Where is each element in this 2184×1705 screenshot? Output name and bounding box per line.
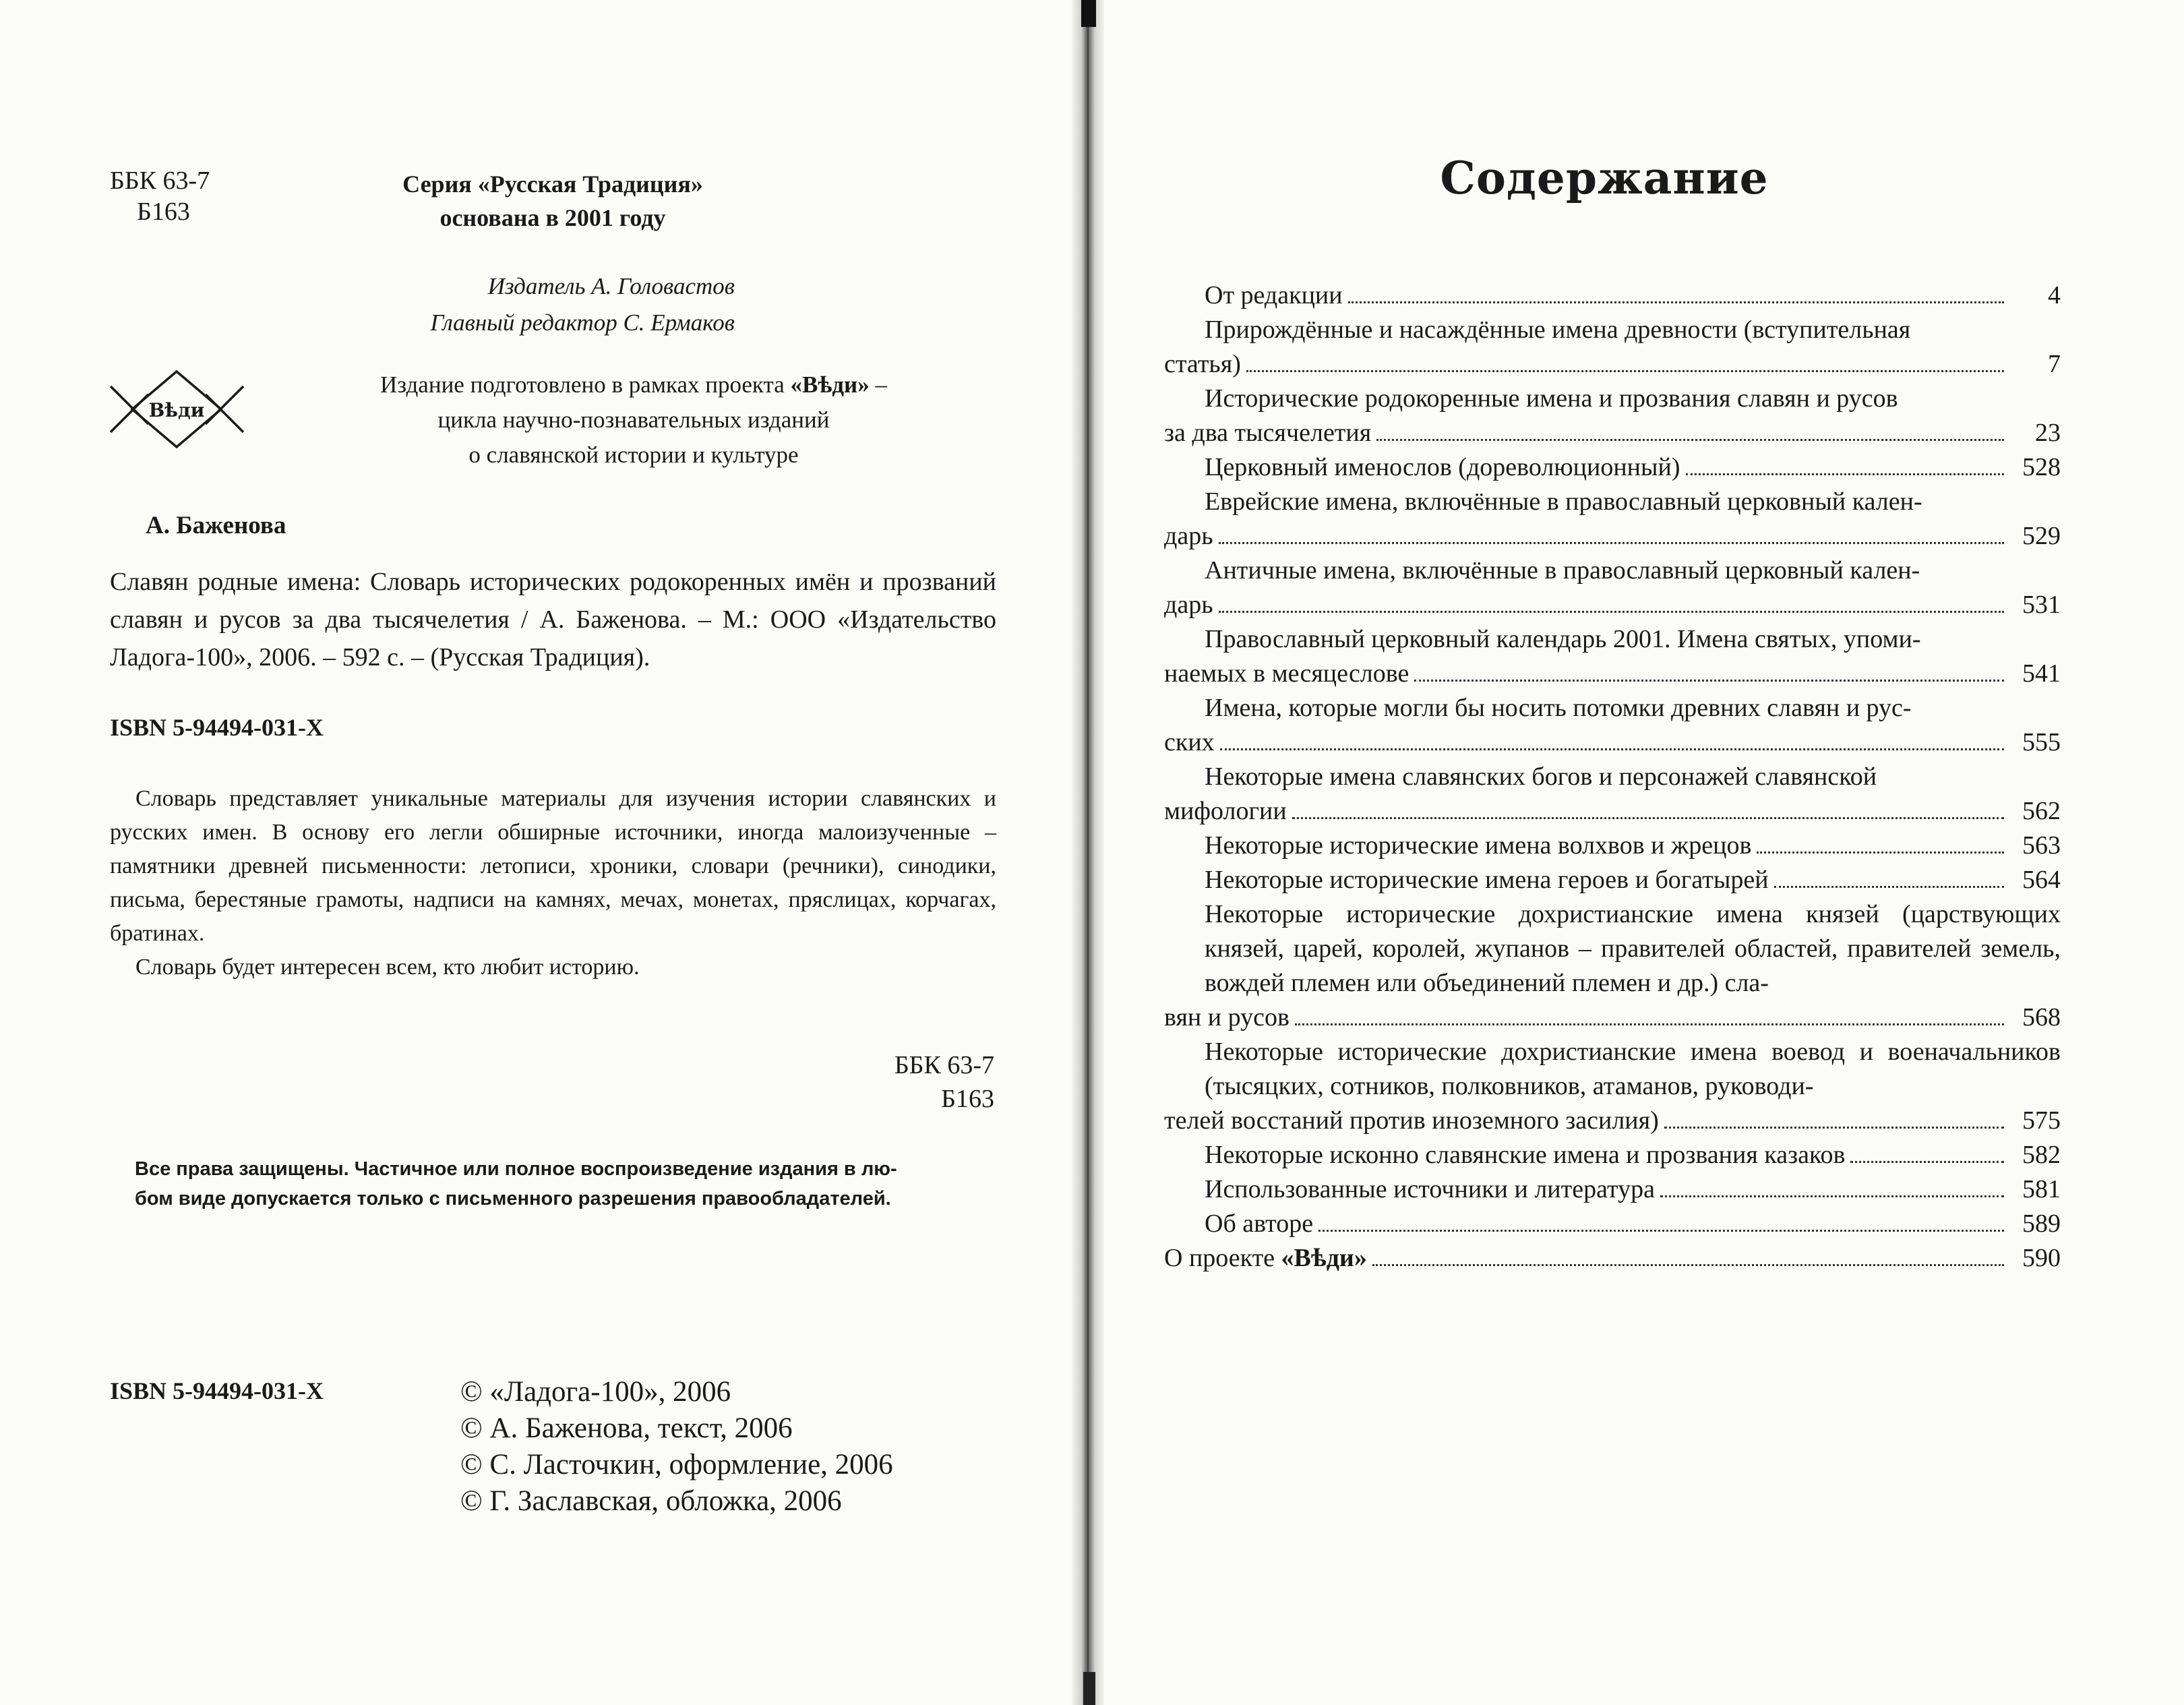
toc-page-number: 528 — [2022, 453, 2061, 481]
toc-title: Содержание — [1440, 152, 1769, 204]
project-line-1 — [303, 367, 964, 402]
toc-page-number: 562 — [2022, 797, 2061, 825]
toc-entry-title: Некоторые исконно славянские имена и прозвания казаков — [1205, 1141, 1846, 1169]
toc-entry[interactable] — [1164, 622, 2061, 691]
toc-page-number: 590 — [2022, 1244, 2061, 1272]
toc-entry-prefix: О проекте — [1164, 1244, 1281, 1272]
toc-entry-lead: Некоторые имена славянских богов и персонажей славянской — [1205, 762, 1877, 791]
toc-page-number: 23 — [2035, 419, 2061, 447]
toc-leader-dots — [1686, 473, 2004, 475]
toc-leader-dots — [1757, 851, 2004, 854]
book-gutter — [1072, 0, 1104, 1705]
toc-page-number: 531 — [2022, 591, 2061, 619]
toc-entry-title: вян и русов — [1164, 1003, 1290, 1031]
toc-leader-dots — [1318, 1230, 2004, 1232]
toc-page-number: 555 — [2022, 728, 2061, 756]
toc-entry[interactable] — [1164, 760, 2061, 829]
publisher-info — [357, 268, 735, 341]
toc-entry-lead: Некоторые исторические дохристианские имена князей (царствующих князей, царей, королей, жупанов – правителей областей, правителей земель, вождей племен или объединений племен и др.) сла- — [1205, 900, 2061, 997]
toc-leader-dots — [1348, 301, 2004, 303]
toc-entry-title: Некоторые исторические имена волхвов и жрецов — [1205, 831, 1752, 860]
toc-entry-title: телей восстаний против иноземного засилия) — [1164, 1106, 1659, 1135]
toc-page-number: 568 — [2022, 1003, 2061, 1031]
series-founded: основана в 2001 году — [439, 204, 666, 231]
toc-page-number: 541 — [2022, 659, 2061, 688]
logo-text: Вѣди — [148, 399, 205, 421]
series-name: Серия «Русская Традиция» — [402, 171, 703, 198]
toc-entry[interactable] — [1164, 554, 2061, 622]
toc-entry-title: От редакции — [1205, 281, 1343, 309]
toc-entry[interactable] — [1164, 485, 2061, 554]
toc-entry-title: Использованные источники и литература — [1205, 1175, 1655, 1203]
toc-entry-about-project[interactable] — [1164, 1241, 2061, 1276]
gutter-shadow-bottom — [1083, 1672, 1095, 1705]
toc-entry[interactable] — [1164, 863, 2061, 897]
copyright-line: © Г. Заславская, обложка, 2006 — [460, 1485, 842, 1517]
toc-entry-lead: Исторические родокоренные имена и прозвания славян и русов — [1205, 384, 1898, 413]
toc-page-number: 564 — [2022, 866, 2061, 894]
toc-entry-title: мифологии — [1164, 797, 1287, 825]
toc-leader-dots — [1414, 680, 2004, 682]
table-of-contents — [1164, 278, 2061, 1276]
project-vedi-name: «Вѣди» — [790, 371, 870, 398]
toc-vedi-name: «Вѣди» — [1281, 1244, 1367, 1272]
publisher-name: Издатель А. Головастов — [487, 273, 735, 299]
copyright-line: © А. Баженова, текст, 2006 — [460, 1412, 793, 1444]
toc-entries — [1164, 278, 2061, 1241]
toc-leader-dots — [1292, 817, 2004, 819]
copyright-line: © «Ладога-100», 2006 — [460, 1376, 731, 1408]
toc-leader-dots — [1372, 1264, 2004, 1266]
toc-entry-title: Об авторе — [1205, 1209, 1314, 1238]
toc-entry[interactable] — [1164, 313, 2061, 382]
bbk-code-line: ББК 63-7 — [894, 1051, 994, 1079]
toc-entry-lead: Православный церковный календарь 2001. Имена святых, упоми- — [1205, 625, 1921, 653]
toc-entry[interactable] — [1164, 382, 2061, 450]
toc-page-number: 589 — [2022, 1209, 2061, 1238]
chief-editor: Главный редактор С. Ермаков — [430, 309, 735, 336]
toc-entry-lead: Прирождённые и насаждённые имена древности (вступительная — [1205, 316, 1911, 344]
toc-entry-lead: Некоторые исторические дохристианские имена воевод и военачальников (тысяцких, сотников, полковников, атаманов, руководи- — [1205, 1038, 2061, 1100]
toc-leader-dots — [1295, 1023, 2004, 1025]
gutter-shadow-top — [1081, 0, 1096, 27]
toc-entry-title: дарь — [1164, 591, 1213, 619]
bibliographic-description: Славян родные имена: Словарь исторических родокоренных имён и прозваний славян и русов за два тысячелетия / А. Баженова. – М.: ООО «Издательство Ладога-100», 2006. – 592 с. – (Русская Традиция). — [110, 568, 996, 671]
toc-entry-title: Некоторые исторические имена героев и богатырей — [1205, 866, 1769, 894]
abstract-paragraph: Словарь будет интересен всем, кто любит историю. — [135, 955, 640, 980]
toc-page-number: 563 — [2022, 831, 2061, 860]
toc-entry-title: за два тысячелетия — [1164, 419, 1372, 447]
toc-entry[interactable] — [1164, 829, 2061, 863]
copyright-notice-line: Все права защищены. Частичное или полное воспроизведение издания в лю- — [135, 1158, 897, 1180]
bbk-author-mark: Б163 — [941, 1085, 994, 1113]
toc-entry[interactable] — [1164, 1172, 2061, 1207]
toc-entry-lead: Античные имена, включённые в православный церковный кален- — [1205, 556, 1920, 585]
abstract-paragraph: Словарь представляет уникальные материалы для изучения истории славянских и русских имен. В основу его легли обширные источники, иногда малоизученные – памятники древней письменности: летописи, хроники, словари (речники), синодики, письма, берестяные грамоты, надписи на камнях, мечах, монетах, пряслицах, корчагах, братинах. — [110, 786, 996, 946]
toc-entry-title: статья) — [1164, 350, 1241, 378]
vedi-logo — [108, 367, 246, 452]
abstract — [110, 782, 996, 984]
copyright-notice-line: бом виде допускается только с письменного разрешения правообладателей. — [135, 1188, 891, 1209]
project-line-3: о славянской истории и культуре — [468, 442, 799, 468]
bbk-code-line: ББК 63-7 — [110, 167, 210, 195]
toc-entry[interactable] — [1164, 1035, 2061, 1138]
toc-page-number: 7 — [2048, 350, 2061, 378]
copyright-list — [460, 1374, 893, 1520]
author-name: А. Баженова — [146, 512, 286, 539]
toc-entry-lead: Еврейские имена, включённые в православный церковный кален- — [1205, 487, 1922, 516]
toc-entry-title: дарь — [1164, 522, 1213, 550]
toc-entry[interactable] — [1164, 897, 2061, 1035]
project-line-1-suffix: – — [869, 371, 887, 398]
toc-entry-title: ских — [1164, 728, 1215, 756]
isbn-bottom: ISBN 5-94494-031-X — [110, 1377, 324, 1404]
toc-leader-dots — [1219, 611, 2004, 613]
toc-entry-title — [1164, 1241, 1367, 1276]
toc-page-number: 582 — [2022, 1141, 2061, 1169]
toc-page-number: 581 — [2022, 1175, 2061, 1203]
toc-leader-dots — [1220, 748, 2004, 750]
copyright-line: © С. Ласточкин, оформление, 2006 — [460, 1449, 893, 1480]
bbk-author-mark: Б163 — [137, 198, 190, 226]
toc-page-number: 529 — [2022, 522, 2061, 550]
bbk-code-bottom — [866, 1048, 994, 1116]
toc-leader-dots — [1660, 1195, 2004, 1197]
project-line-2: цикла научно-познавательных изданий — [437, 407, 830, 433]
toc-leader-dots — [1664, 1127, 2004, 1129]
series-info — [377, 167, 728, 235]
toc-entry[interactable] — [1164, 1207, 2061, 1241]
left-page — [0, 0, 1085, 1705]
toc-entry[interactable] — [1164, 278, 2061, 313]
bbk-code-top — [110, 165, 210, 227]
toc-leader-dots — [1376, 439, 2004, 441]
toc-page-number: 4 — [2048, 281, 2061, 309]
toc-leader-dots — [1246, 370, 2004, 372]
toc-leader-dots — [1850, 1161, 2004, 1163]
copyright-notice — [135, 1154, 971, 1214]
toc-page-number: 575 — [2022, 1106, 2061, 1135]
toc-entry[interactable] — [1164, 691, 2061, 760]
toc-entry[interactable] — [1164, 1138, 2061, 1172]
project-line-1-prefix: Издание подготовлено в рамках проекта — [380, 371, 791, 398]
toc-entry[interactable] — [1164, 450, 2061, 485]
isbn-top: ISBN 5-94494-031-X — [110, 714, 324, 741]
project-description — [303, 367, 964, 473]
toc-leader-dots — [1219, 542, 2004, 544]
toc-entry-title: наемых в месяцеслове — [1164, 659, 1409, 688]
toc-entry-title: Церковный именослов (дореволюционный) — [1205, 453, 1680, 481]
toc-leader-dots — [1774, 886, 2004, 888]
toc-entry-lead: Имена, которые могли бы носить потомки древних славян и рус- — [1205, 694, 1912, 722]
